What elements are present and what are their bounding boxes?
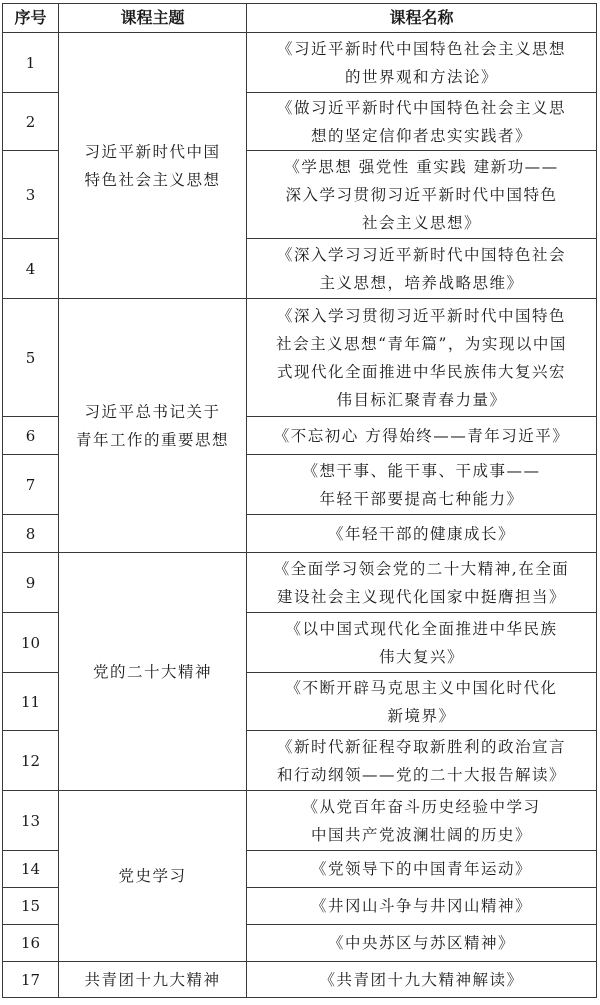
course-name-cell: [247, 93, 597, 151]
course-line: 建设社会主义现代化国家中挺膺担当》: [276, 587, 566, 606]
course-line: 主义思想，培养战略思维》: [319, 273, 524, 292]
course-name-cell: [247, 888, 597, 925]
row-no: 6: [3, 417, 59, 455]
course-line: 和行动纲领——党的二十大报告解读》: [276, 765, 566, 784]
row-no: 16: [3, 925, 59, 962]
topic-cell: [59, 299, 247, 553]
topic-cell: [59, 33, 247, 299]
course-line: 《学思想 强党性 重实践 建新功——: [284, 157, 559, 176]
table-row: [3, 299, 597, 417]
row-no: 7: [3, 455, 59, 515]
topic-line: 党史学习: [118, 867, 187, 885]
topic-line: 特色社会主义思想: [84, 170, 221, 189]
course-line: 伟目标汇聚青春力量》: [336, 390, 507, 409]
course-name-cell: [247, 239, 597, 299]
row-no: 12: [3, 731, 59, 791]
course-line: 的世界观和方法论》: [344, 67, 498, 86]
row-no: 11: [3, 673, 59, 731]
course-table: [2, 3, 597, 998]
course-line: 《不断开辟马克思主义中国化时代化: [285, 678, 558, 697]
course-name-cell: [247, 515, 597, 553]
table-row: [3, 33, 597, 93]
topic-cell: [59, 553, 247, 791]
row-no: 8: [3, 515, 59, 553]
course-name-cell: [247, 151, 597, 239]
course-line: 《以中国式现代化全面推进中华民族: [285, 619, 558, 638]
row-no: 13: [3, 791, 59, 851]
course-name-cell: [247, 553, 597, 613]
topic-cell: [59, 791, 247, 962]
table-row: [3, 791, 597, 851]
topic-line: 党的二十大精神: [92, 662, 212, 681]
topic-line: 习近平总书记关于: [84, 402, 221, 421]
header-topic: 课程主题: [59, 4, 247, 33]
course-line: 《中央苏区与苏区精神》: [327, 934, 515, 952]
course-name-cell: [247, 962, 597, 998]
course-line: 伟大复兴》: [378, 647, 464, 666]
course-line: 《共青团十九大精神解读》: [319, 970, 524, 989]
course-line: 《深入学习习近平新时代中国特色社会: [276, 245, 566, 264]
course-name-cell: [247, 925, 597, 962]
course-name-cell: [247, 673, 597, 731]
course-line: 《习近平新时代中国特色社会主义思想: [276, 39, 566, 58]
course-line: 《年轻干部的健康成长》: [327, 524, 515, 543]
course-line: 《井冈山斗争与井冈山精神》: [310, 897, 532, 915]
course-name-cell: [247, 417, 597, 455]
table-header-row: [3, 4, 597, 33]
course-name-cell: [247, 791, 597, 851]
course-line: 新境界》: [387, 706, 456, 725]
course-line: 《全面学习领会党的二十大精神,在全面: [273, 559, 570, 578]
row-no: 5: [3, 299, 59, 417]
row-no: 14: [3, 851, 59, 888]
table-row: [3, 553, 597, 613]
topic-line: 青年工作的重要思想: [75, 430, 229, 449]
course-name-cell: [247, 613, 597, 673]
row-no: 1: [3, 33, 59, 93]
topic-cell: [59, 962, 247, 998]
course-line: 《做习近平新时代中国特色社会主义思: [276, 98, 566, 117]
row-no: 9: [3, 553, 59, 613]
header-no: 序号: [3, 4, 59, 33]
topic-line: 共青团十九大精神: [84, 970, 221, 989]
course-line: 社会主义思想“青年篇”，为实现以中国: [276, 334, 567, 353]
topic-line: 习近平新时代中国: [84, 142, 221, 161]
course-name-cell: [247, 33, 597, 93]
course-line: 式现代化全面推进中华民族伟大复兴宏: [276, 362, 566, 381]
course-line: 想的坚定信仰者忠实实践者》: [310, 126, 532, 145]
course-line: 中国共产党波澜壮阔的历史》: [310, 825, 532, 844]
course-name-cell: [247, 455, 597, 515]
row-no: 4: [3, 239, 59, 299]
course-line: 深入学习贯彻习近平新时代中国特色: [285, 185, 558, 204]
row-no: 17: [3, 962, 59, 998]
row-no: 2: [3, 93, 59, 151]
table-row: [3, 962, 597, 998]
course-line: 《新时代新征程夺取新胜利的政治宣言: [276, 737, 566, 756]
row-no: 3: [3, 151, 59, 239]
course-table-frame: [2, 3, 596, 1002]
course-line: 《不忘初心 方得始终——青年习近平》: [273, 426, 570, 445]
course-name-cell: [247, 731, 597, 791]
course-name-cell: [247, 299, 597, 417]
course-line: 社会主义思想》: [361, 213, 481, 232]
course-line: 《党领导下的中国青年运动》: [310, 860, 532, 878]
course-line: 《深入学习贯彻习近平新时代中国特色: [276, 306, 566, 325]
header-name: 课程名称: [247, 4, 597, 33]
row-no: 15: [3, 888, 59, 925]
course-line: 《从党百年奋斗历史经验中学习: [302, 797, 541, 816]
course-line: 《想干事、能干事、干成事——: [302, 461, 541, 480]
course-line: 年轻干部要提高七种能力》: [319, 489, 524, 508]
course-name-cell: [247, 851, 597, 888]
row-no: 10: [3, 613, 59, 673]
